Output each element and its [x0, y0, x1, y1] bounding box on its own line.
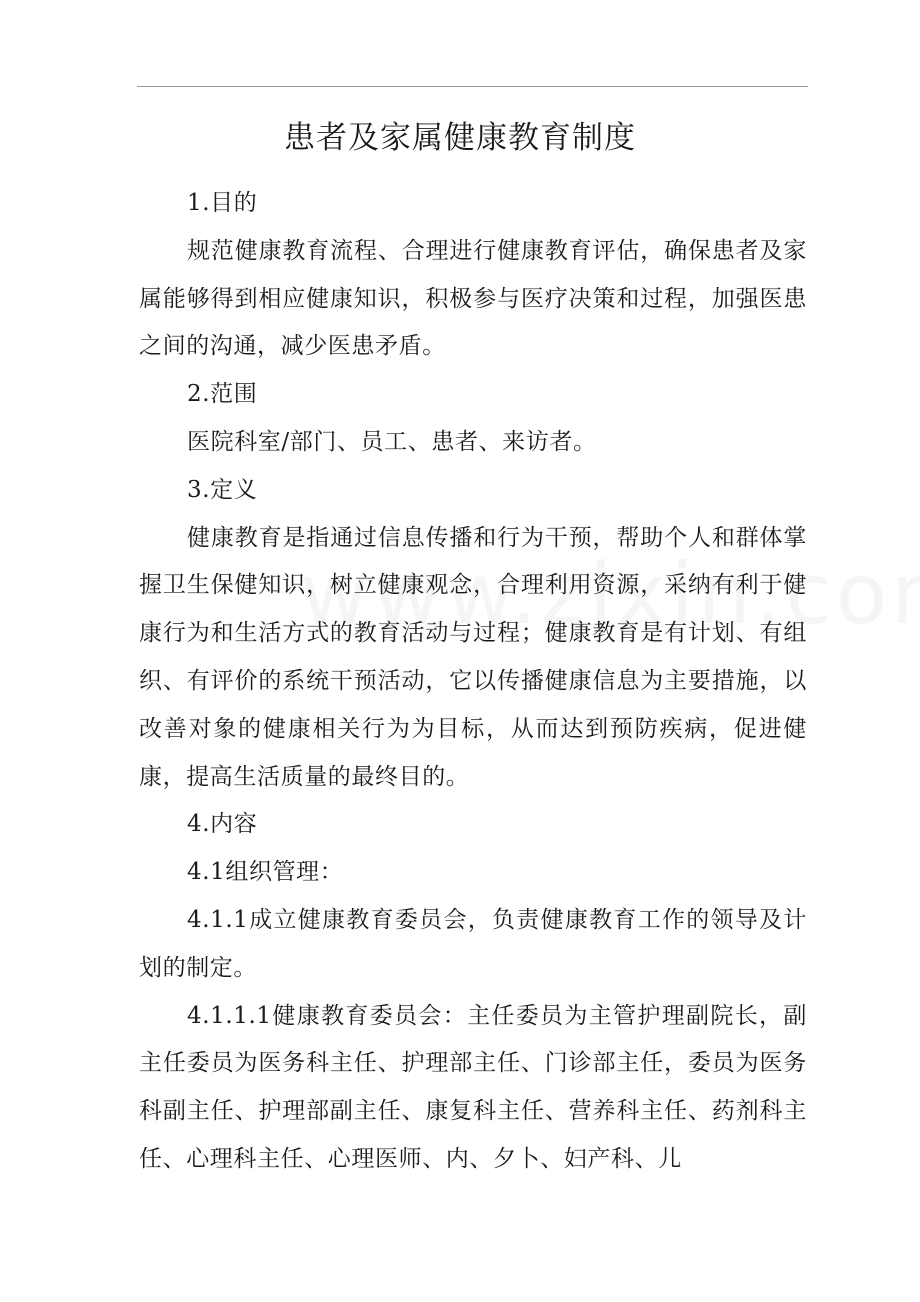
heading-definition: 3.定义 — [187, 476, 258, 503]
heading-organization: 4.1组织管理： — [187, 859, 344, 886]
document-body — [139, 180, 807, 1184]
paragraph-definition: 健康教育是指通过信息传播和行为干预，帮助个人和群体掌握卫生保健知识，树立健康观念，合理利用资源，采纳有利于健康行为和生活方式的教育活动与过程；健康教育是有计划、有组织、有评价的系统干预活动，它以传播健康信息为主要措施，以改善对象的健康相关行为为目标，从而达到预防疾病，促进健康，提高生活质量的最终目的。 — [139, 524, 807, 790]
paragraph-committee-members: 4.1.1.1健康教育委员会：主任委员为主管护理副院长，副主任委员为医务科主任、护理部主任、门诊部主任，委员为医务科副主任、护理部副主任、康复科主任、营养科主任、药剂科主任、心理科主任、心理医师、内、夕卜、妇产科、儿 — [139, 1002, 807, 1172]
paragraph-committee: 4.1.1成立健康教育委员会，负责健康教育工作的领导及计划的制定。 — [139, 906, 807, 981]
heading-purpose: 1.目的 — [187, 190, 258, 216]
heading-content: 4.内容 — [187, 811, 258, 838]
paragraph-purpose: 规范健康教育流程、合理进行健康教育评估，确保患者及家属能够得到相应健康知识，积极参与医疗决策和过程，加强医患之间的沟通，减少医患矛盾。 — [139, 237, 807, 360]
header-rule — [137, 86, 808, 87]
heading-scope: 2.范围 — [187, 381, 258, 408]
document-title: 患者及家属健康教育制度 — [284, 120, 636, 156]
watermark — [300, 545, 920, 643]
paragraph-scope: 医院科室/部门、员工、患者、来访者。 — [187, 428, 597, 455]
